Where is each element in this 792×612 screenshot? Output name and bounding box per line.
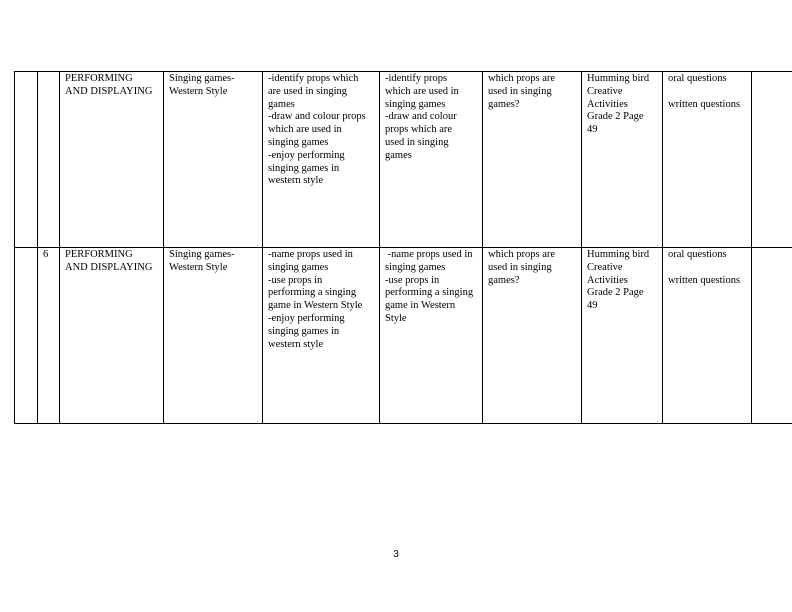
inquiry-question-cell: which props are used in singing games?	[483, 72, 582, 248]
learning-outcomes-cell: -identify props which are used in singing games -draw and colour props which are used in singing games -enjoy performing singing games in western style	[263, 72, 380, 248]
assessment-cell: oral questions written questions	[663, 72, 752, 248]
sub-strand-cell: Singing games- Western Style	[164, 248, 263, 424]
strand-cell: PERFORMING AND DISPLAYING	[60, 248, 164, 424]
remarks-cell	[752, 248, 792, 424]
learning-experiences-cell: -identify props which are used in singing games -draw and colour props which are used in singing games	[380, 72, 483, 248]
lesson-cell	[38, 72, 60, 248]
inquiry-question-cell: which props are used in singing games?	[483, 248, 582, 424]
page-number: 3	[393, 549, 399, 560]
lesson-cell: 6	[38, 248, 60, 424]
strand-cell: PERFORMING AND DISPLAYING	[60, 72, 164, 248]
week-cell	[15, 248, 38, 424]
sub-strand-cell: Singing games- Western Style	[164, 72, 263, 248]
table-row	[15, 72, 792, 248]
remarks-cell	[752, 72, 792, 248]
week-cell	[15, 72, 38, 248]
resources-cell: Humming bird Creative Activities Grade 2 Page 49	[582, 248, 663, 424]
table-row	[15, 248, 792, 424]
learning-experiences-cell: -name props used in singing games -use props in performing a singing game in Western Style	[380, 248, 483, 424]
scheme-of-work-table	[14, 71, 792, 424]
resources-cell: Humming bird Creative Activities Grade 2 Page 49	[582, 72, 663, 248]
assessment-cell: oral questions written questions	[663, 248, 752, 424]
learning-outcomes-cell: -name props used in singing games -use props in performing a singing game in Western Style -enjoy performing singing games in western style	[263, 248, 380, 424]
